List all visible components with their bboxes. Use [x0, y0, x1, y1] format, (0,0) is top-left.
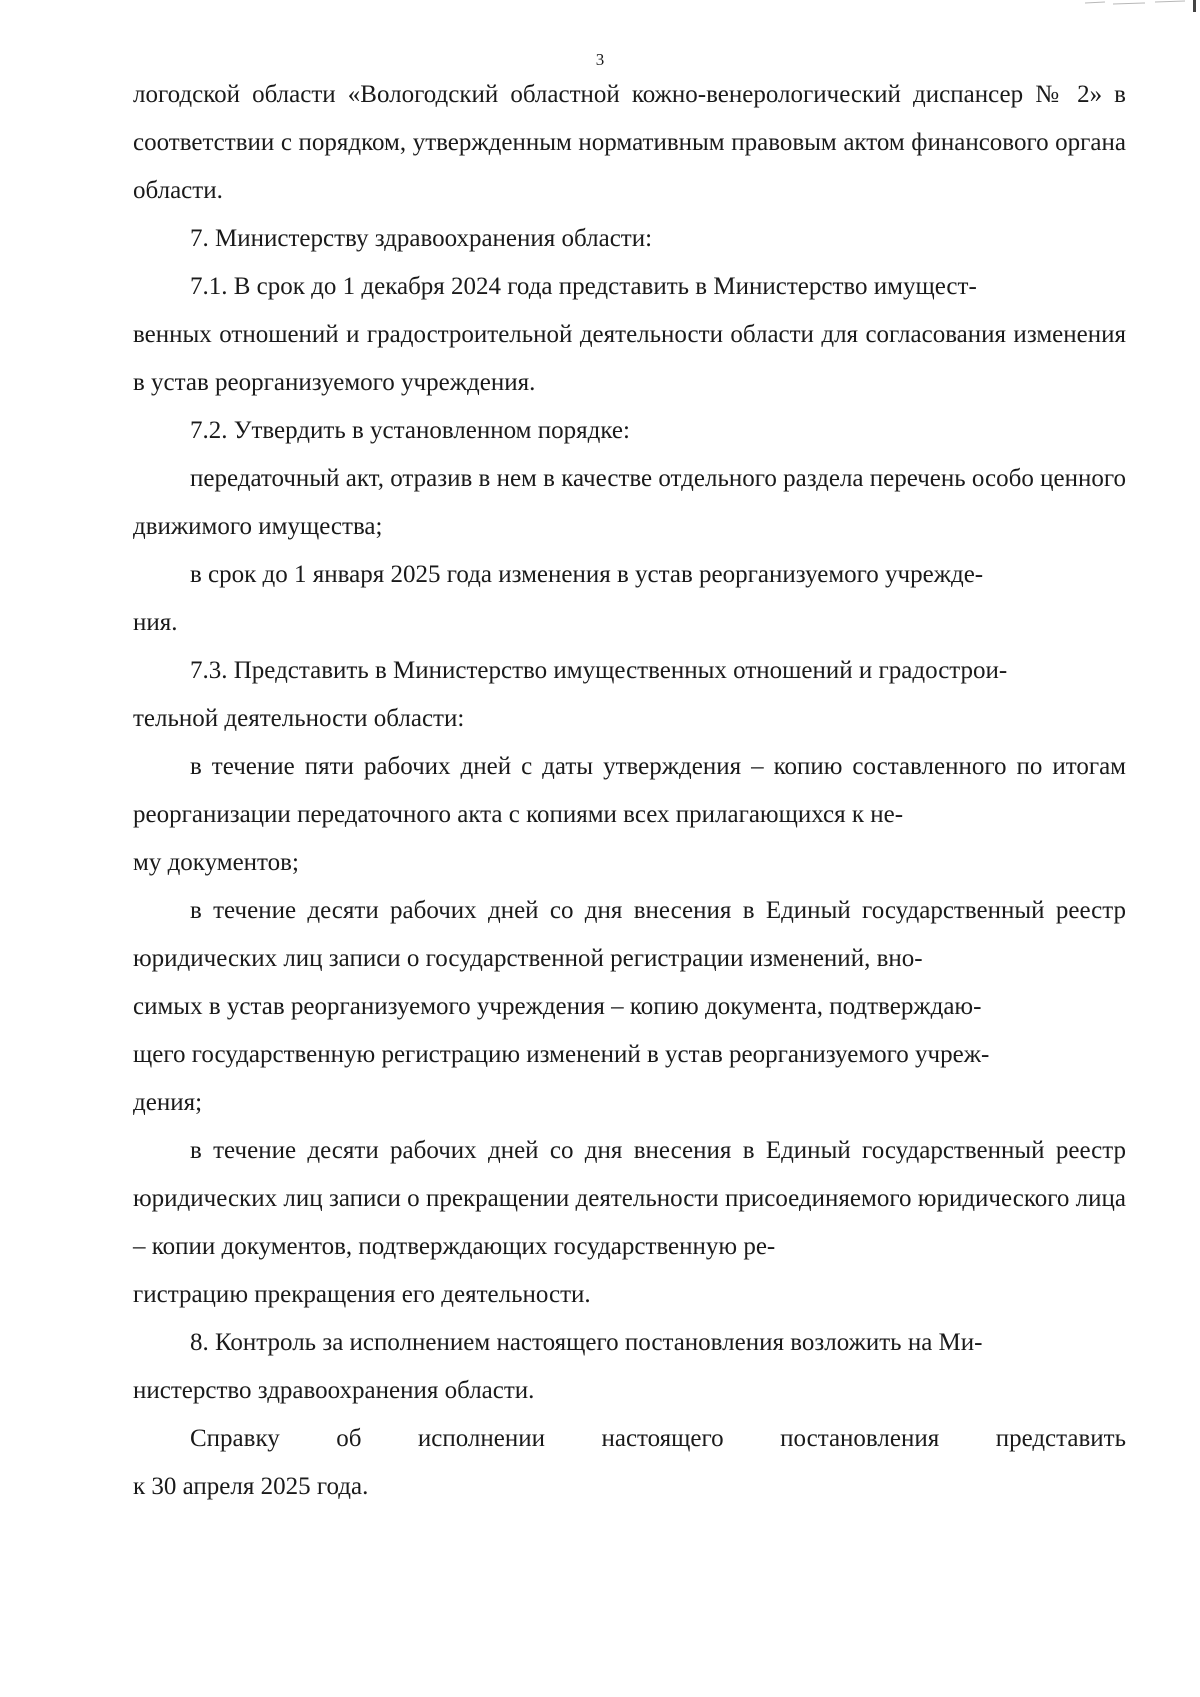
- paragraph-item-7-3-c: в течение десяти рабочих дней со дня внесения в Единый государственный реестр юридических лиц записи о прекращении деятельности присоединяемого юридического лица – копии документов, подтверждающих государственную ре- гистрацию прекращения его деятельности.: [133, 1137, 1126, 1308]
- paragraph-item-7-3-b: в течение десяти рабочих дней со дня внесения в Единый государственный реестр юридических лиц записи о государственной регистрации изменений, вно- симых в устав реорганизуемого учреждения – копию документа, подтверждаю- щего государственную регистрацию изменений в устав реорганизуемого учреж- дения;: [133, 897, 1126, 1116]
- page-number: 3: [595, 50, 605, 69]
- paragraph-item-7-2-b: в срок до 1 января 2025 года изменения в устав реорганизуемого учрежде- ния.: [133, 561, 984, 636]
- paragraph-item-7-2-a: передаточный акт, отразив в нем в качестве отдельного раздела перечень особо ценного движимого имущества;: [133, 465, 1126, 540]
- paragraph-report-line-2: к 30 апреля 2025 года.: [133, 1473, 369, 1500]
- paragraph-continuation: логодской области «Вологодский областной кожно-венерологический диспансер № 2» в соответствии с порядком, утвержденным нормативным правовым актом финансового органа области.: [133, 81, 1126, 204]
- paragraph-item-7-1: 7.1. В срок до 1 декабря 2024 года представить в Министерство имущест- венных отношений и градостроительной деятельности области для согласования изменения в устав реорганизуемого учреждения.: [133, 273, 1126, 396]
- paragraph-report-line-1: Справку об исполнении настоящего постановления представить: [190, 1425, 1126, 1452]
- document-body: [133, 71, 1126, 1511]
- paragraph-item-7-2: 7.2. Утвердить в установленном порядке:: [190, 417, 630, 444]
- scan-edge-mark: [1085, 0, 1200, 12]
- paragraph-item-7-3-a: в течение пяти рабочих дней с даты утверждения – копию составленного по итогам реорганизации передаточного акта с копиями всех прилагающихся к не- му документов;: [133, 753, 1126, 876]
- paragraph-item-7-3: 7.3. Представить в Министерство имущественных отношений и градострои- тельной деятельности области:: [133, 657, 1008, 732]
- paragraph-item-8: 8. Контроль за исполнением настоящего постановления возложить на Ми- нистерство здравоохранения области.: [133, 1329, 983, 1404]
- paragraph-item-7: 7. Министерству здравоохранения области:: [190, 225, 653, 252]
